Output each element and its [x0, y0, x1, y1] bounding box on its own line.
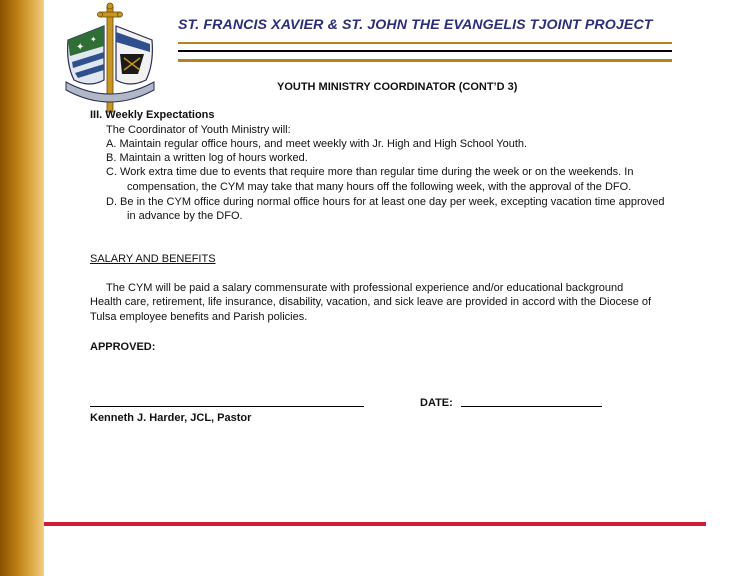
date-label: DATE:	[420, 397, 453, 409]
approved-label: APPROVED:	[90, 341, 156, 353]
weekly-item-c: C. Work extra time due to events that require more than regular time during the week or on the weekends. In	[106, 166, 634, 178]
header-rule-black	[178, 50, 672, 52]
footer-red-rule	[44, 522, 706, 526]
header-rule-gold-bottom	[178, 59, 672, 62]
date-line	[461, 406, 602, 407]
side-bar	[0, 0, 44, 576]
weekly-item-c-cont: compensation, the CYM may take that many hours off the following week, with the approval of the DFO.	[127, 181, 632, 193]
document-title: ST. FRANCIS XAVIER & ST. JOHN THE EVANGELIS TJOINT PROJECT	[178, 17, 653, 33]
weekly-item-d: D. Be in the CYM office during normal office hours for at least one day per week, excepting vacation time approved	[106, 196, 665, 208]
signature-line	[90, 406, 364, 407]
weekly-item-d-cont: in advance by the DFO.	[127, 210, 243, 222]
weekly-intro: The Coordinator of Youth Ministry will:	[106, 124, 291, 136]
weekly-expectations-heading: III. Weekly Expectations	[90, 109, 215, 121]
weekly-item-a: A. Maintain regular office hours, and meet weekly with Jr. High and High School Youth.	[106, 138, 528, 150]
diocesan-crest-icon	[60, 2, 160, 120]
svg-text:✦: ✦	[90, 35, 97, 44]
header-rule-gold-top	[178, 42, 672, 44]
svg-text:✦: ✦	[76, 42, 85, 53]
weekly-item-b: B. Maintain a written log of hours worked.	[106, 152, 308, 164]
salary-line-1: The CYM will be paid a salary commensurate with professional experience and/or educational background	[106, 282, 624, 294]
salary-heading: SALARY AND BENEFITS	[90, 253, 216, 265]
signer-name: Kenneth J. Harder, JCL, Pastor	[90, 412, 252, 424]
salary-line-2: Health care, retirement, life insurance, disability, vacation, and sick leave are provided in accord with the Diocese of	[90, 296, 652, 308]
page-subtitle: YOUTH MINISTRY COORDINATOR (CONT’D 3)	[277, 81, 518, 93]
salary-line-3: Tulsa employee benefits and Parish policies.	[90, 311, 308, 323]
